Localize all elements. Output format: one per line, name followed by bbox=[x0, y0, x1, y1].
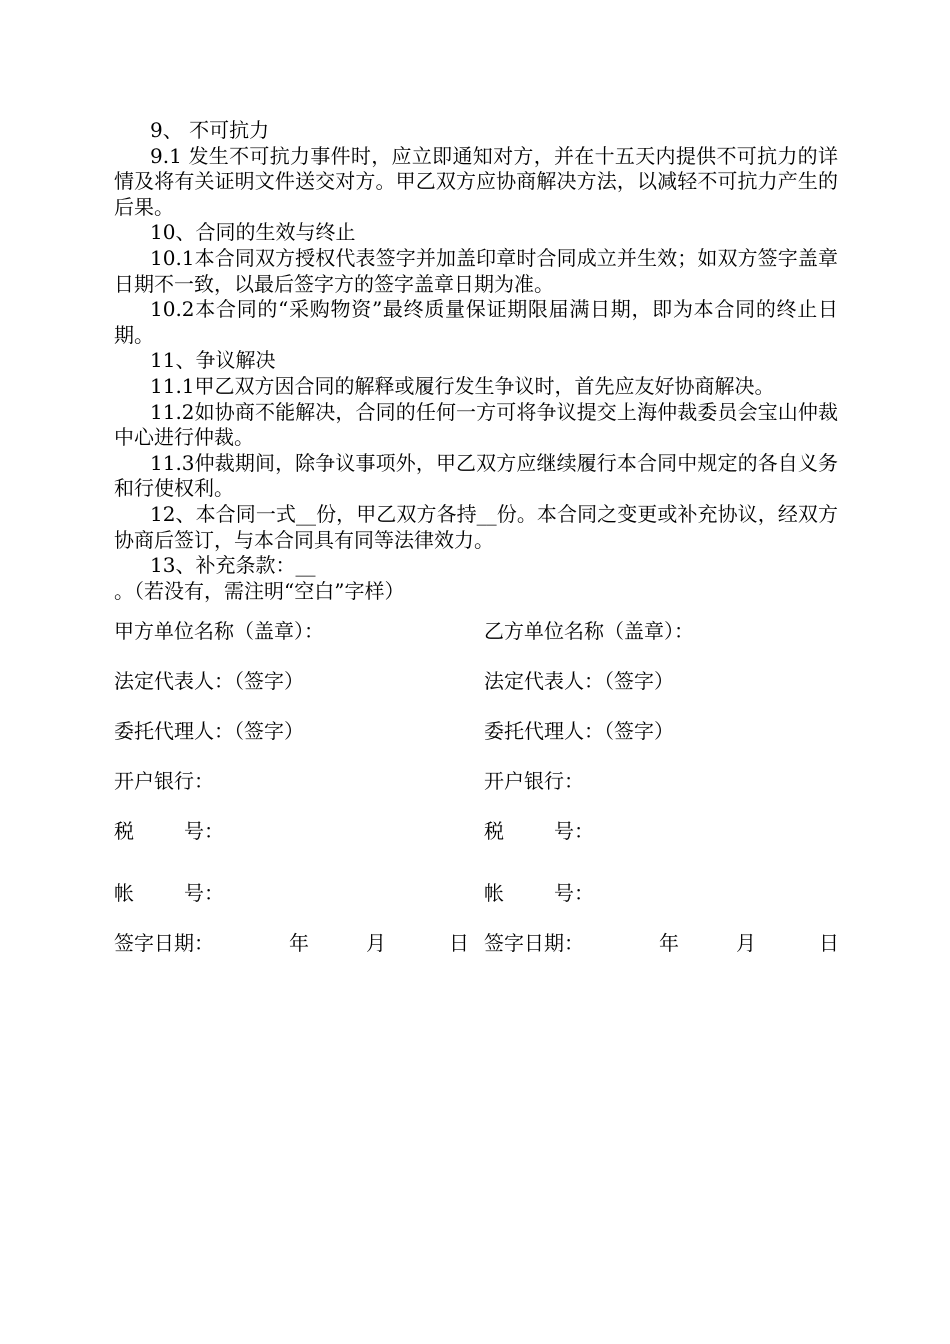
contract-body bbox=[114, 118, 838, 604]
clause-13-note: 。（若没有，需注明“空白”字样） bbox=[114, 578, 405, 603]
party-a-account-char1: 帐 bbox=[114, 881, 134, 905]
sig-row-rep bbox=[114, 666, 838, 696]
party-a-tax-label bbox=[114, 816, 224, 846]
party-b-agent-label: 委托代理人：（签字） bbox=[484, 719, 674, 743]
party-b-tax-char2: 号： bbox=[554, 819, 594, 843]
sig-row-company bbox=[114, 616, 838, 646]
party-a-date-label: 签字日期： bbox=[114, 931, 214, 955]
party-a-agent-label: 委托代理人：（签字） bbox=[114, 719, 304, 743]
party-b-tax-label bbox=[484, 816, 594, 846]
party-a-tax-char2: 号： bbox=[184, 819, 224, 843]
party-b-date bbox=[484, 928, 838, 958]
clause-12: 12、本合同一式__份，甲乙双方各持__份。本合同之变更或补充协议，经双方协商后签订，与本合同具有同等法律效力。 bbox=[114, 501, 838, 552]
party-b-rep-label: 法定代表人：（签字） bbox=[484, 669, 674, 693]
clause-13: 13、补充条款：__ bbox=[150, 553, 316, 578]
party-a-date-year: 年 bbox=[289, 931, 309, 955]
clause-9-1: 9.1 发生不可抗力事件时，应立即通知对方，并在十五天内提供不可抗力的详情及将有关证明文件送交对方。甲乙双方应协商解决方法，以减轻不可抗力产生的后果。 bbox=[114, 143, 838, 219]
party-a-company-label: 甲方单位名称（盖章）： bbox=[114, 619, 324, 643]
party-b-date-label: 签字日期： bbox=[484, 931, 584, 955]
clause-11-heading: 11、争议解决 bbox=[150, 348, 276, 373]
party-b-account-label bbox=[484, 878, 594, 908]
clause-9-heading: 9、 不可抗力 bbox=[150, 118, 270, 142]
party-a-bank-label: 开户银行： bbox=[114, 769, 214, 793]
party-b-tax-char1: 税 bbox=[484, 819, 504, 843]
clause-11-3: 11.3仲裁期间，除争议事项外，甲乙双方应继续履行本合同中规定的各自义务和行使权利。 bbox=[114, 450, 838, 501]
party-a-account-label bbox=[114, 878, 224, 908]
sig-row-agent bbox=[114, 716, 838, 746]
party-a-date-month: 月 bbox=[366, 931, 386, 955]
sig-row-account bbox=[114, 878, 838, 908]
clause-10-1: 10.1本合同双方授权代表签字并加盖印章时合同成立并生效；如双方签字盖章日期不一致，以最后签字方的签字盖章日期为准。 bbox=[114, 245, 838, 296]
party-b-bank-label: 开户银行： bbox=[484, 769, 584, 793]
sig-row-tax bbox=[114, 816, 838, 846]
party-b-company-label: 乙方单位名称（盖章）： bbox=[484, 619, 694, 643]
party-a-rep-label: 法定代表人：（签字） bbox=[114, 669, 304, 693]
party-b-account-char1: 帐 bbox=[484, 881, 504, 905]
clause-11-2: 11.2如协商不能解决，合同的任何一方可将争议提交上海仲裁委员会宝山仲裁中心进行仲裁。 bbox=[114, 399, 838, 450]
sig-row-bank bbox=[114, 766, 838, 796]
party-a-date-day: 日 bbox=[449, 931, 469, 955]
party-b-date-day: 日 bbox=[819, 931, 839, 955]
sig-row-date bbox=[114, 928, 838, 958]
party-a-date bbox=[114, 928, 474, 958]
clause-11-1: 11.1甲乙双方因合同的解释或履行发生争议时，首先应友好协商解决。 bbox=[150, 373, 775, 398]
party-a-account-char2: 号： bbox=[184, 881, 224, 905]
party-b-date-month: 月 bbox=[736, 931, 756, 955]
clause-10-heading: 10、合同的生效与终止 bbox=[150, 220, 356, 245]
clause-10-2: 10.2本合同的“采购物资”最终质量保证期限届满日期，即为本合同的终止日期。 bbox=[114, 297, 838, 347]
party-a-tax-char1: 税 bbox=[114, 819, 134, 843]
party-b-date-year: 年 bbox=[659, 931, 679, 955]
party-b-account-char2: 号： bbox=[554, 881, 594, 905]
